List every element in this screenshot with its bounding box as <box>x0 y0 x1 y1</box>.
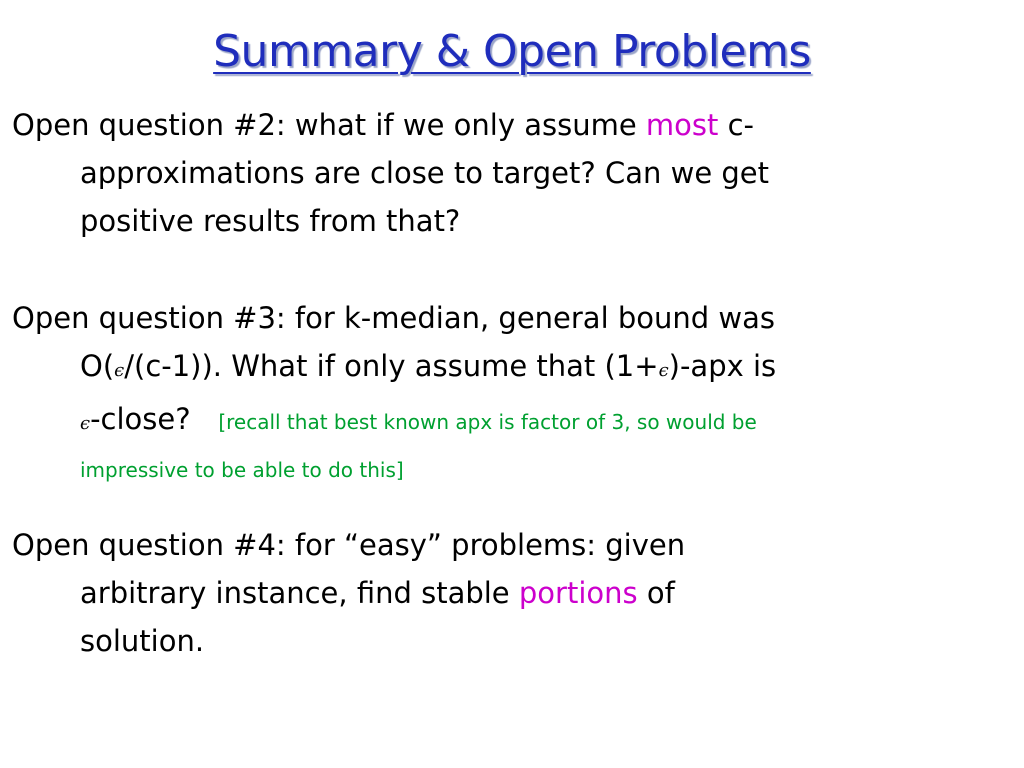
q3-text-b: /(c-1)). What if only assume that (1+ <box>124 349 659 383</box>
q4-line-1: Open question #4: for “easy” problems: given <box>12 528 686 562</box>
q2-text-b: c- <box>718 108 755 142</box>
q4-emphasis-portions: portions <box>518 576 638 610</box>
q3-line-3 <box>12 395 1002 448</box>
open-question-3 <box>12 294 1002 489</box>
q3-line-4 <box>12 448 1002 489</box>
slide-title: Summary & Open Problems <box>213 26 811 77</box>
open-question-4 <box>12 521 1002 665</box>
q3-note-part-2: impressive to be able to do this] <box>80 458 404 482</box>
epsilon-symbol: ϵ <box>114 360 125 381</box>
q2-line-2: approximations are close to target? Can we get <box>80 156 770 190</box>
q4-text-a: arbitrary instance, find stable <box>80 576 519 610</box>
q3-text-c: )-apx is <box>668 349 777 383</box>
q4-line-2 <box>12 569 1002 617</box>
q3-text-a: O( <box>80 349 115 383</box>
q3-line-1: Open question #3: for k-median, general bound was <box>12 301 775 335</box>
q3-text-close: -close? <box>90 402 191 436</box>
q2-line-3: positive results from that? <box>80 204 461 238</box>
epsilon-symbol: ϵ <box>658 360 669 381</box>
q2-emphasis-most: most <box>645 108 719 142</box>
q2-line-1 <box>12 101 1002 149</box>
q2-text-a: Open question #2: what if we only assume <box>12 108 646 142</box>
epsilon-symbol: ϵ <box>80 413 91 434</box>
open-question-2 <box>12 101 1002 245</box>
q3-note-part-1: [recall that best known apx is factor of 3, so would be <box>218 410 757 434</box>
q4-text-b: of <box>637 576 675 610</box>
q4-line-3: solution. <box>80 624 205 658</box>
q3-line-2 <box>12 342 1002 395</box>
